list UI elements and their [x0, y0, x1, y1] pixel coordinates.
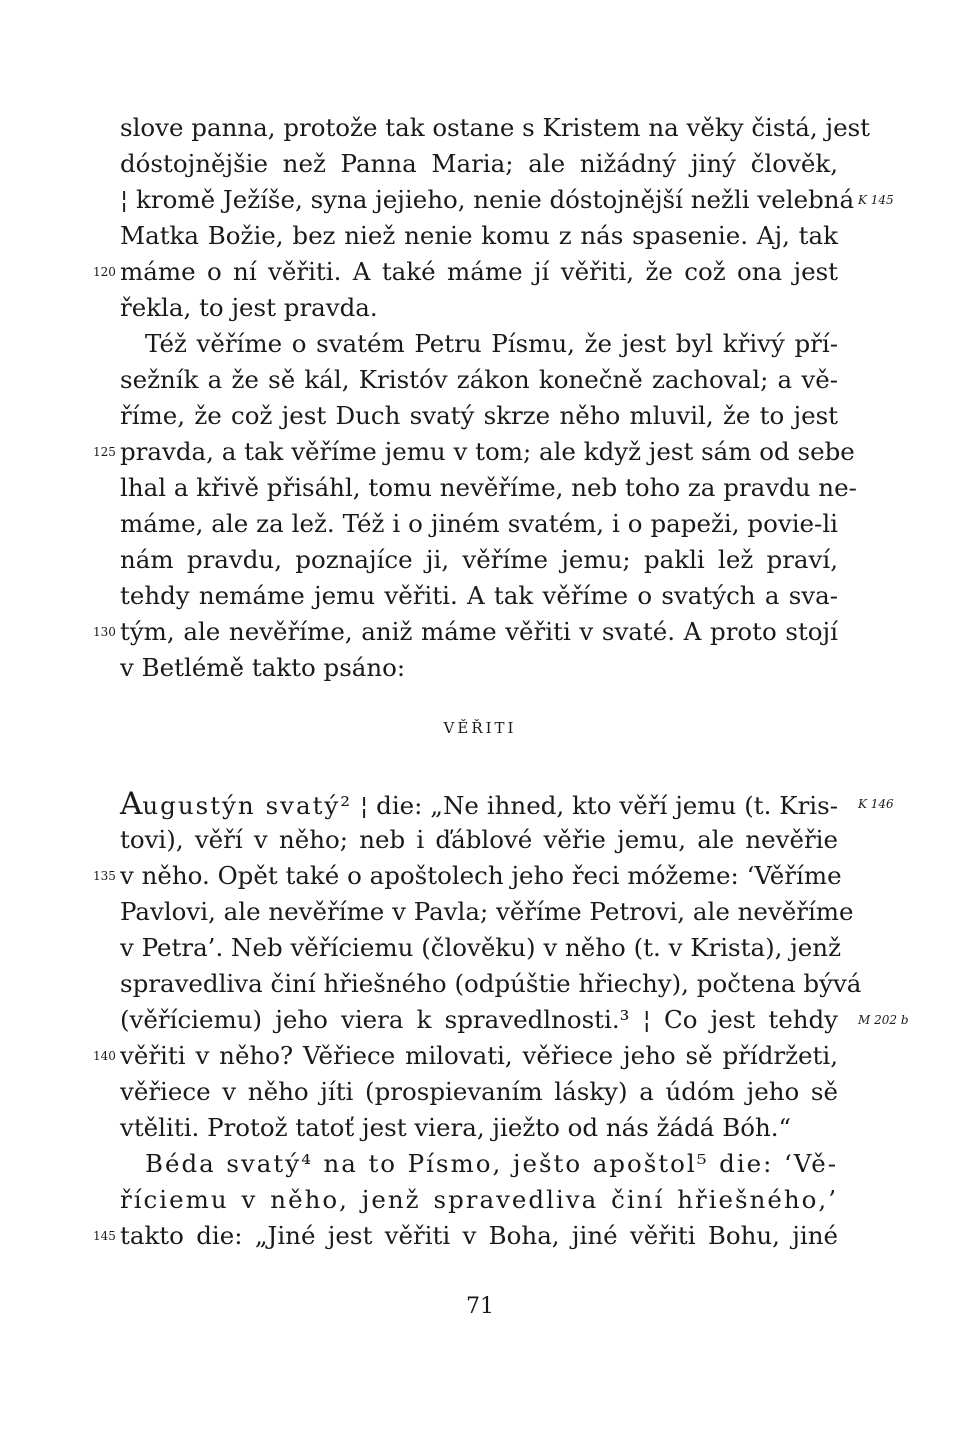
text-line: sežník a že sě kál, Kristóv zákon konečně zachoval; a vě-	[120, 365, 838, 394]
line-number: 135	[93, 869, 116, 883]
text-line: věřiti v něho? Věřiece milovati, věřiece jeho sě přídržeti,	[120, 1041, 838, 1070]
margin-note: K 145	[858, 193, 894, 207]
text-line: Též věříme o svatém Petru Písmu, že jest byl křivý pří-	[145, 329, 838, 358]
margin-note: M 202 b	[858, 1013, 909, 1027]
text-line: (věříciemu) jeho viera k spravedlnosti.³ ¦ Co jest tehdy	[120, 1005, 838, 1034]
text-line: nám pravdu, poznajíce ji, věříme jemu; pakli lež praví,	[120, 545, 838, 574]
line-number: 120	[93, 265, 116, 279]
text-line: v něho. Opět také o apoštolech jeho řeci móžeme: ‘Věříme	[120, 861, 842, 890]
line-number: 145	[93, 1229, 116, 1243]
text-line: slove panna, protože tak ostane s Kristem na věky čistá, jest	[120, 113, 870, 142]
text-line: dóstojnějšie než Panna Maria; ale nižádný jiný člověk,	[120, 149, 838, 178]
section-heading: VĚŘITI	[443, 719, 517, 737]
text-line: takto die: „Jiné jest věřiti v Boha, jiné věřiti Bohu, jiné	[120, 1221, 838, 1250]
text-line: Matka Božie, bez niež nenie komu z nás spasenie. Aj, tak	[120, 221, 838, 250]
line-number: 140	[93, 1049, 116, 1063]
text-line: tovi), věří v něho; neb i ďáblové věřie jemu, ale nevěřie	[120, 825, 838, 854]
text-line: máme o ní věřiti. A také máme jí věřiti, že což ona jest	[120, 257, 838, 286]
text-line: říciemu v něho, jenž spravedliva činí hřiešného,’	[120, 1185, 838, 1214]
text-line	[145, 1146, 838, 1182]
text-line: spravedliva činí hřiešného (odpúštie hřiechy), počtena bývá	[120, 969, 862, 998]
drop-cap: A	[120, 786, 143, 822]
text-line: v Petra’. Neb věříciemu (člověku) v něho (t. v Krista), jenž	[120, 933, 841, 962]
spaced-line: Béda svatý⁴ na to Písmo, ješto apoštol⁵ die: ‘Vě-	[145, 1149, 838, 1178]
text-line: věřiece v něho jíti (prospievaním lásky) a údóm jeho sě	[120, 1077, 838, 1106]
text-line: v Betlémě takto psáno:	[120, 653, 406, 682]
text-line: vtěliti. Protož tatoť jest viera, jiežto od nás žádá Bóh.“	[120, 1113, 792, 1142]
margin-note: K 146	[858, 797, 894, 811]
line-rest: ¦ die: „Ne ihned, kto věří jemu (t. Kris-	[352, 791, 838, 820]
text-line: lhal a křivě přisáhl, tomu nevěříme, neb toho za pravdu ne-	[120, 473, 857, 502]
text-line: ¦ kromě Ježíše, syna jejieho, nenie dóstojnější nežli velebná	[120, 185, 855, 214]
text-line: máme, ale za lež. Též i o jiném svatém, i o papeži, povie-li	[120, 509, 838, 538]
text-line	[120, 786, 838, 824]
line-number: 130	[93, 625, 116, 639]
text-line: říme, že což jest Duch svatý skrze něho mluvil, že to jest	[120, 401, 838, 430]
spaced-name: ugustýn svatý²	[142, 791, 353, 820]
text-line: Pavlovi, ale nevěříme v Pavla; věříme Petrovi, ale nevěříme	[120, 897, 854, 926]
line-number: 125	[93, 445, 116, 459]
text-line: pravda, a tak věříme jemu v tom; ale když jest sám od sebe	[120, 437, 855, 466]
text-line: tehdy nemáme jemu věřiti. A tak věříme o svatých a sva-	[120, 581, 838, 610]
text-line: tým, ale nevěříme, aniž máme věřiti v svaté. A proto stojí	[120, 617, 838, 646]
page-number: 71	[466, 1294, 494, 1319]
text-line: řekla, to jest pravda.	[120, 293, 378, 322]
